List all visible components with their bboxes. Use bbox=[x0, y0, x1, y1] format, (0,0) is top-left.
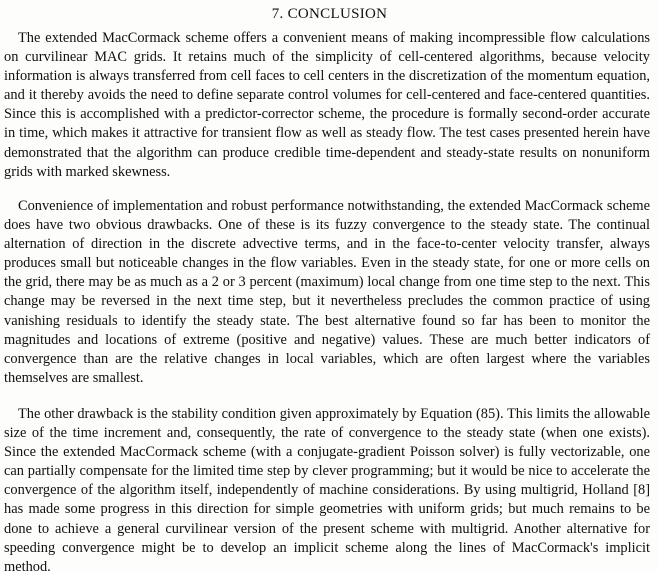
paragraph-2: Convenience of implementation and robust performance notwithstanding, the extended MacCormack scheme does have two obvious drawbacks. One of these is its fuzzy convergence to the steady state. The continual alternation of direction in the discrete advective terms, and in the face-to-center velocity transfer, always produces small but noticeable changes in the flow variables. Even in the steady state, for one or more cells on the grid, there may be as much as a 2 or 3 percent (maximum) local change from one time step to the next. This change may be reversed in the next time step, but it nevertheless precludes the common practice of using vanishing residuals to identify the steady state. The best alternative found so far has been to monitor the magnitudes and locations of extreme (positive and negative) values. These are much better indicators of convergence than are the relative changes in local variables, which are often largest where the variables themselves are smallest. bbox=[4, 198, 650, 386]
paragraph-1: The extended MacCormack scheme offers a convenient means of making incompressible flow calculations on curvilinear MAC grids. It retains much of the simplicity of cell-centered algorithms, because velocity information is always transferred from cell faces to cell centers in the discretization of the momentum equation, and it thereby avoids the need to define separate control volumes for cell-centered and face-centered quantities. Since this is accomplished with a predictor-corrector scheme, the procedure is formally second-order accurate in time, which makes it attractive for transient flow as well as steady flow. The test cases presented herein have demonstrated that the algorithm can produce credible time-dependent and steady-state results on nonuniform grids with marked skewness. bbox=[4, 30, 650, 180]
paragraph-3: The other drawback is the stability condition given approximately by Equation (85). This limits the allowable size of the time increment and, consequently, the rate of convergence to the steady state (when one exists). Since the extended MacCormack scheme (with a conjugate-gradient Poisson solver) is fully vectorizable, one can partially compensate for the limited time step by clever programming; but it would be nice to accelerate the convergence of the algorithm itself, independently of machine considerations. By using multigrid, Holland [8] has made some progress in this direction for simple geometries with uniform grids; but much remains to be done to achieve a general curvilinear version of the present scheme with multigrid. Another alternative for speeding convergence might be to develop an implicit scheme along the lines of MacCormack's implicit method. bbox=[4, 406, 650, 575]
section-heading: 7. CONCLUSION bbox=[271, 6, 388, 22]
